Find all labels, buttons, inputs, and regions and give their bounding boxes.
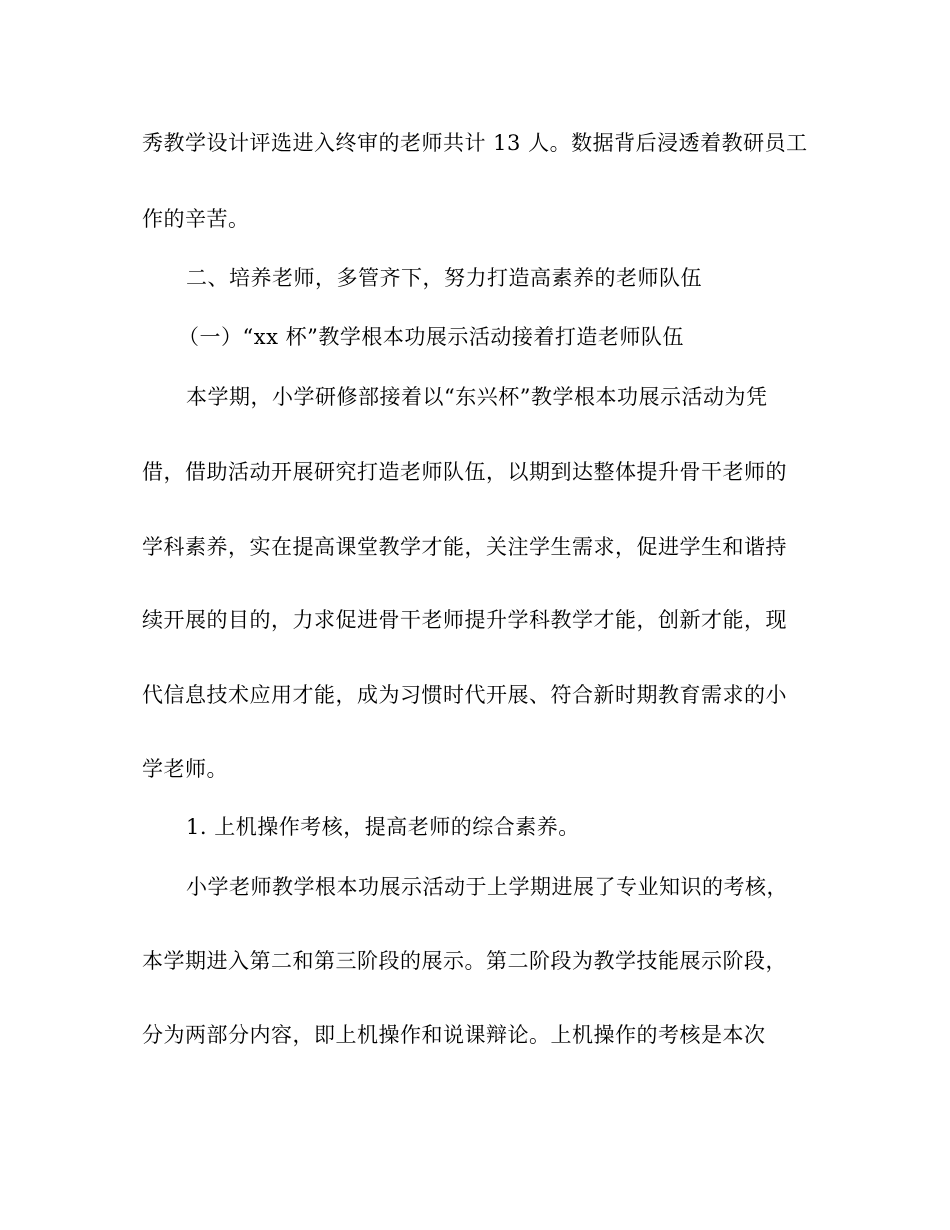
text-line: 小学老师教学根本功展示活动于上学期进展了专业知识的考核， <box>186 875 788 899</box>
text-line: 作的辛苦。 <box>142 207 250 231</box>
numbered-heading: 1. 上机操作考核，提高老师的综合素养。 <box>186 815 580 839</box>
text-line: 学老师。 <box>142 757 228 781</box>
text-line: 秀教学设计评选进入终审的老师共计 13 人。数据背后浸透着教研员工 <box>142 131 808 155</box>
text-line: 分为两部分内容，即上机操作和说课辩论。上机操作的考核是本次 <box>142 1023 766 1047</box>
text-line: 本学期进入第二和第三阶段的展示。第二阶段为教学技能展示阶段， <box>142 949 787 973</box>
text-line: 续开展的目的，力求促进骨干老师提升学科教学才能，创新才能，现 <box>142 608 787 632</box>
subsection-heading: （一）“xx 杯”教学根本功展示活动接着打造老师队伍 <box>178 325 684 349</box>
text-line: 本学期，小学研修部接着以“东兴杯”教学根本功展示活动为凭 <box>186 385 768 409</box>
text-line: 借，借助活动开展研究打造老师队伍，以期到达整体提升骨干老师的 <box>142 460 787 484</box>
section-heading: 二、培养老师，多管齐下，努力打造高素养的老师队伍 <box>186 266 702 290</box>
text-line: 学科素养，实在提高课堂教学才能，关注学生需求，促进学生和谐持 <box>142 535 787 559</box>
text-line: 代信息技术应用才能，成为习惯时代开展、符合新时期教育需求的小 <box>142 683 787 707</box>
